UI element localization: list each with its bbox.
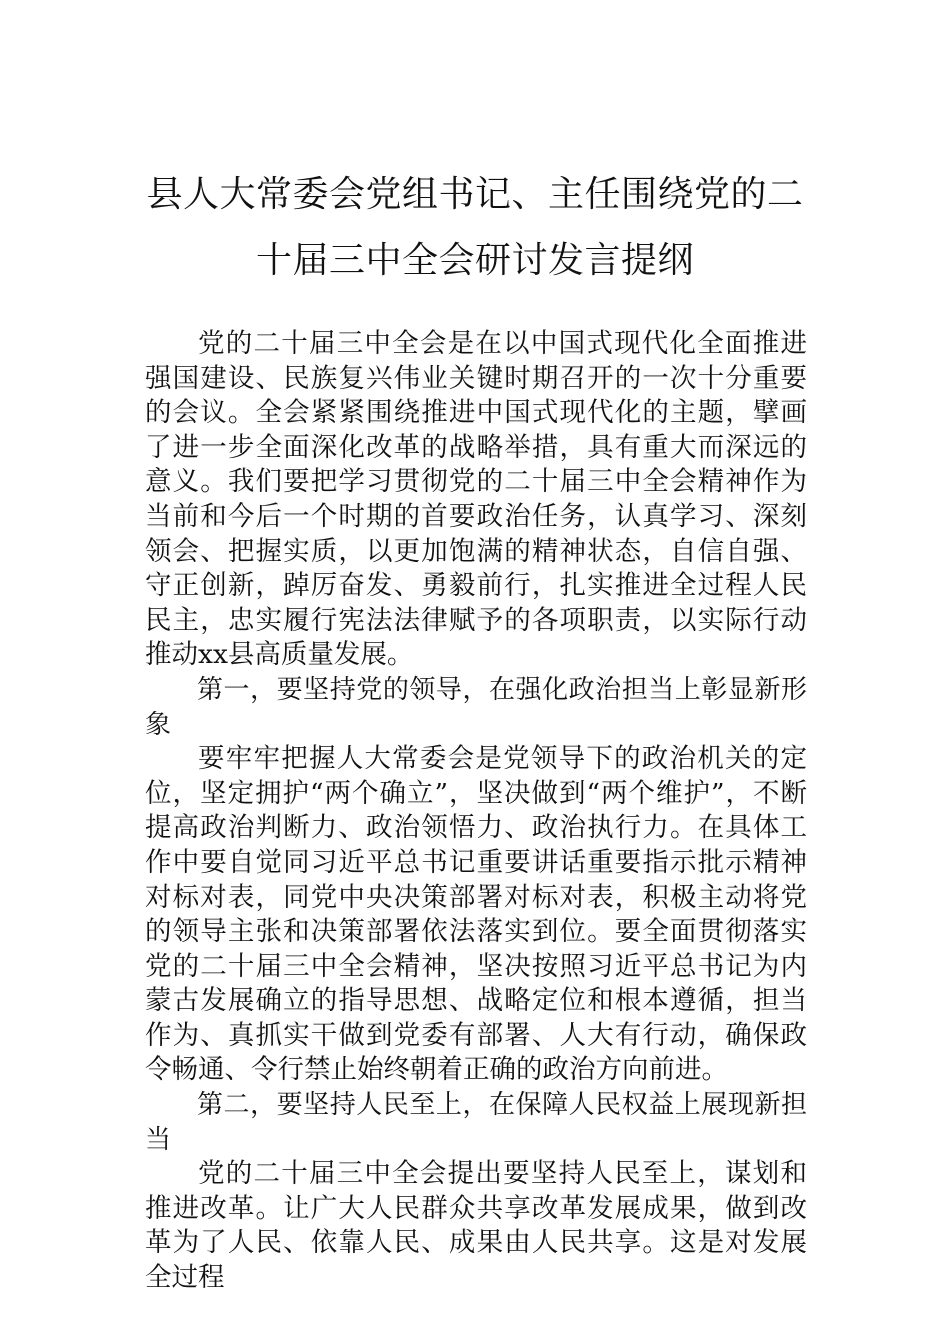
title-line-1: 县人大常委会党组书记、主任围绕党的二: [146, 174, 804, 215]
paragraph-section-2: 党的二十届三中全会提出要坚持人民至上，谋划和推进改革。让广大人民群众共享改革发展成果，做到改革为了人民、依靠人民、成果由人民共享。这是对发展全过程: [145, 1158, 807, 1294]
document-title: [145, 162, 805, 294]
section-heading-1: 第一，要坚持党的领导，在强化政治担当上彰显新形象: [145, 674, 807, 740]
title-line-2: 十届三中全会研讨发言提纲: [255, 240, 694, 281]
document-body: [145, 327, 807, 1296]
paragraph-intro: 党的二十届三中全会是在以中国式现代化全面推进强国建设、民族复兴伟业关键时期召开的一次十分重要的会议。全会紧紧围绕推进中国式现代化的主题，擘画了进一步全面深化改革的战略举措，具有重大而深远的意义。我们要把学习贯彻党的二十届三中全会精神作为当前和今后一个时期的首要政治任务，认真学习、深刻领会、把握实质，以更加饱满的精神状态，自信自强、守正创新，踔厉奋发、勇毅前行，扎实推进全过程人民民主，忠实履行宪法法律赋予的各项职责，以实际行动推动xx县高质量发展。: [145, 328, 807, 671]
paragraph-section-1: 要牢牢把握人大常委会是党领导下的政治机关的定位，坚定拥护“两个确立”，坚决做到“两个维护”，不断提高政治判断力、政治领悟力、政治执行力。在具体工作中要自觉同习近平总书记重要讲话重要指示批示精神对标对表，同党中央决策部署对标对表，积极主动将党的领导主张和决策部署依法落实到位。要全面贯彻落实党的二十届三中全会精神，坚决按照习近平总书记为内蒙古发展确立的指导思想、战略定位和根本遵循，担当作为、真抓实干做到党委有部署、人大有行动，确保政令畅通、令行禁止始终朝着正确的政治方向前进。: [145, 743, 807, 1086]
section-heading-2: 第二，要坚持人民至上，在保障人民权益上展现新担当: [145, 1090, 807, 1155]
